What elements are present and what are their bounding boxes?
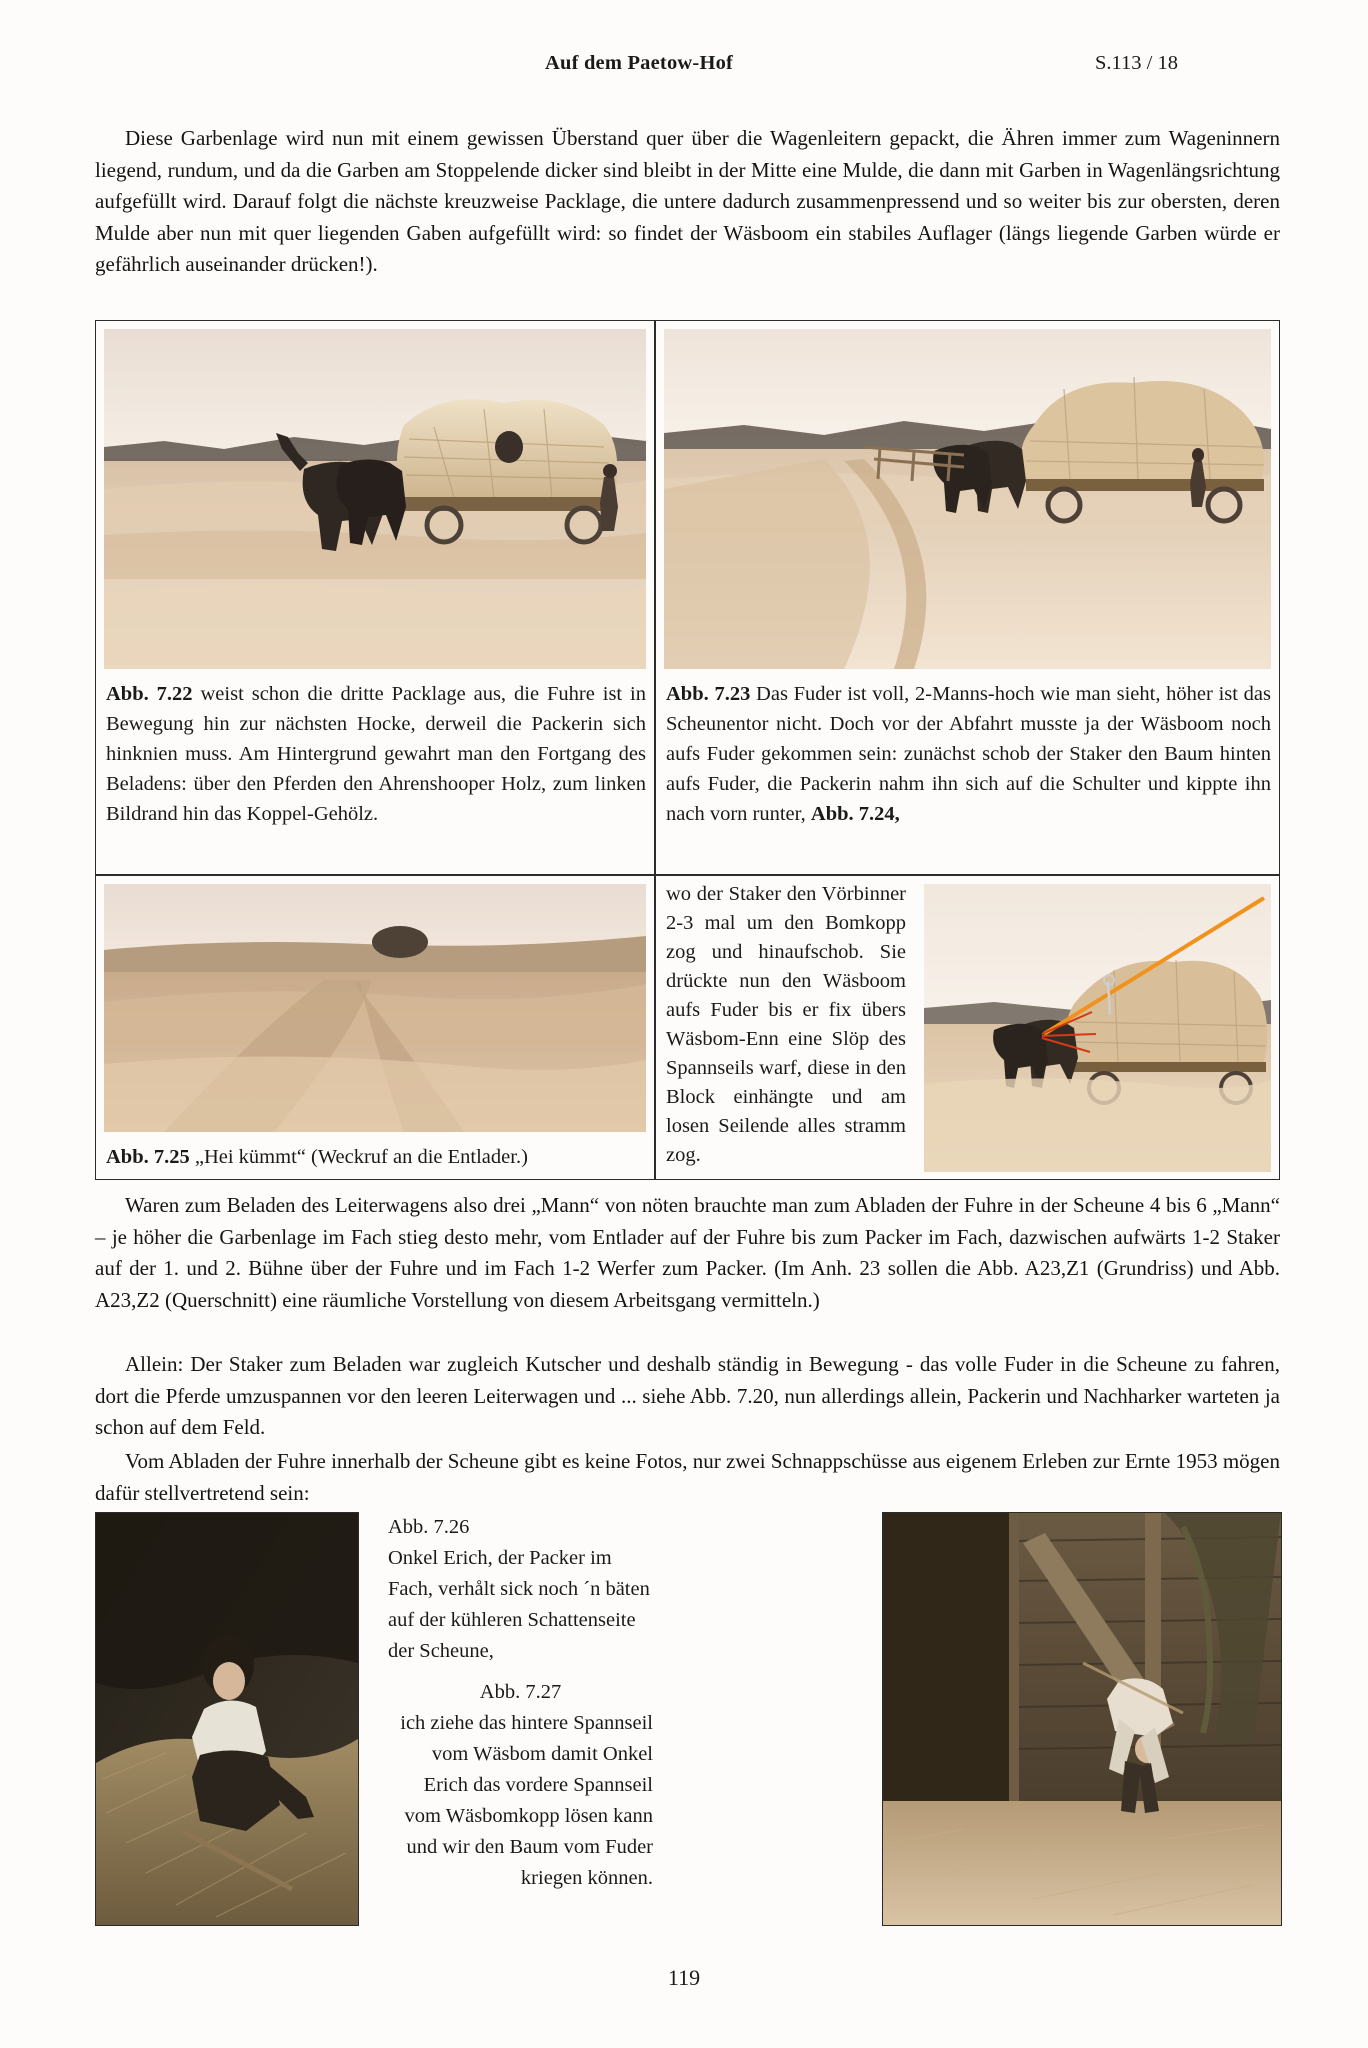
paragraph-intro (95, 123, 1280, 281)
caption-7-25 (106, 1142, 646, 1172)
caption-7-26-text: Onkel Erich, der Packer im Fach, verhålt sick noch ´n bäten auf der kühleren Schattenseite der Scheune, (388, 1547, 650, 1662)
caption-7-25-text: „Hei kümmt“ (Weckruf an die Entlader.) (189, 1146, 528, 1168)
caption-7-26-label: Abb. 7.26 (388, 1516, 470, 1538)
caption-7-24-body: wo der Staker den Vörbinner 2-3 mal um den Bomkopp zog und hinaufschob. Sie drückte nun den Wäsboom aufs Fuder bis er fix übers Wäsbom-Enn eine Slöp des Spannseils warf, diese in den Block einhängte und am losen Seilende alles stramm zog. (666, 883, 906, 1166)
figure-7-25-frame (95, 875, 655, 1180)
caption-7-27 (388, 1677, 653, 1894)
figure-7-22-frame (95, 320, 655, 875)
caption-7-23 (666, 679, 1271, 829)
photo-7-25-art (104, 884, 646, 1132)
caption-7-27-text: ich ziehe das hintere Spannseil vom Wäsbom damit Onkel Erich das vordere Spannseil vom Wäsbomkopp lösen kann und wir den Baum vom Fuder kriegen können. (400, 1712, 653, 1889)
figure-7-24-frame (655, 875, 1280, 1180)
paragraph-no-photos (95, 1446, 1280, 1509)
photo-7-23-art (664, 329, 1271, 669)
photo-7-26 (95, 1512, 359, 1926)
caption-7-26 (388, 1512, 653, 1667)
header-page-reference: S.113 / 18 (1095, 52, 1178, 74)
page-number: 119 (667, 1965, 701, 1990)
caption-7-23-ref: Abb. 7.24, (810, 803, 900, 825)
paragraph-staker-text: Allein: Der Staker zum Beladen war zugleich Kutscher und deshalb ständig in Bewegung - das volle Fuder in die Scheune zu fahren, dort die Pferde umzuspannen vor den leeren Leiterwagen und ... siehe Abb. 7.20, nun allerdings allein, Packerin und Nachharker warteten ja schon auf dem Feld. (95, 1352, 1280, 1439)
figure-7-23-frame (655, 320, 1280, 875)
paragraph-intro-text: Diese Garbenlage wird nun mit einem gewissen Überstand quer über die Wagenleitern gepackt, die Ähren immer zum Wageninnern liegend, rundum, und da die Garben am Stoppelende dicker sind bleibt in der Mitte eine Mulde, die dann mit Garben in Wagenlängsrichtung aufgefüllt wird. Darauf folgt die nächste kreuzweise Packlage, die untere dadurch zusammenpressend und so weiter bis zur obersten, deren Mulde aber nun mit quer liegenden Gaben aufgefüllt wird: so findet der Wäsboom ein stabiles Auflager (längs liegende Garben würde er gefährlich auseinander drücken!). (95, 126, 1280, 276)
caption-7-24-text (666, 880, 906, 1170)
photo-7-25 (104, 884, 646, 1132)
paragraph-no-photos-text: Vom Abladen der Fuhre innerhalb der Scheune gibt es keine Fotos, nur zwei Schnappschüsse aus eigenem Erleben zur Ernte 1953 mögen dafür stellvertretend sein: (95, 1449, 1280, 1505)
paragraph-unloading-text: Waren zum Beladen des Leiterwagens also drei „Mann“ von nöten brauchte man zum Abladen der Fuhre in der Scheune 4 bis 6 „Mann“ – je höher die Garbenlage im Fach stieg desto mehr, vom Entlader auf der Fuhre bis zum Packer im Fach, dazwischen aufwärts 1-2 Staker auf der 1. und 2. Bühne über der Fuhre und im Fach 1-2 Werfer zum Packer. (Im Anh. 23 sollen die Abb. A23,Z1 (Grundriss) und Abb. A23,Z2 (Querschnitt) eine räumliche Vorstellung von diesem Arbeitsgang vermitteln.) (95, 1193, 1280, 1312)
photo-7-26-art (96, 1513, 358, 1925)
caption-7-22-label: Abb. 7.22 (106, 683, 193, 705)
photo-7-22 (104, 329, 646, 669)
paragraph-staker (95, 1349, 1280, 1444)
caption-7-23-text: Das Fuder ist voll, 2-Manns-hoch wie man sieht, höher ist das Scheunentor nicht. Doch vor der Abfahrt musste ja der Wäsboom noch aufs Fuder gekommen sein: zunächst schob der Staker den Baum hinten aufs Fuder, die Packerin nahm ihn sich auf die Schulter und kippte ihn nach vorn runter, (666, 683, 1271, 825)
caption-7-22-text: weist schon die dritte Packlage aus, die Fuhre ist in Bewegung hin zur nächsten Hocke, derweil die Packerin sich hinknien muss. Am Hintergrund gewahrt man den Fortgang des Beladens: über den Pferden den Ahrenshooper Holz, zum linken Bildrand hin das Koppel-Gehölz. (106, 683, 647, 825)
page-header (95, 52, 1285, 82)
photo-7-23 (664, 329, 1271, 669)
caption-7-23-label: Abb. 7.23 (666, 683, 751, 705)
photo-7-27 (882, 1512, 1282, 1926)
photo-7-24 (924, 884, 1271, 1172)
caption-7-22 (106, 679, 646, 829)
caption-7-25-label: Abb. 7.25 (106, 1146, 190, 1168)
photo-7-22-art (104, 329, 646, 669)
photo-7-27-art (883, 1513, 1281, 1925)
caption-7-27-label: Abb. 7.27 (479, 1681, 562, 1703)
header-title: Auf dem Paetow-Hof (545, 52, 734, 74)
photo-7-24-art (924, 884, 1271, 1172)
paragraph-unloading (95, 1190, 1280, 1316)
